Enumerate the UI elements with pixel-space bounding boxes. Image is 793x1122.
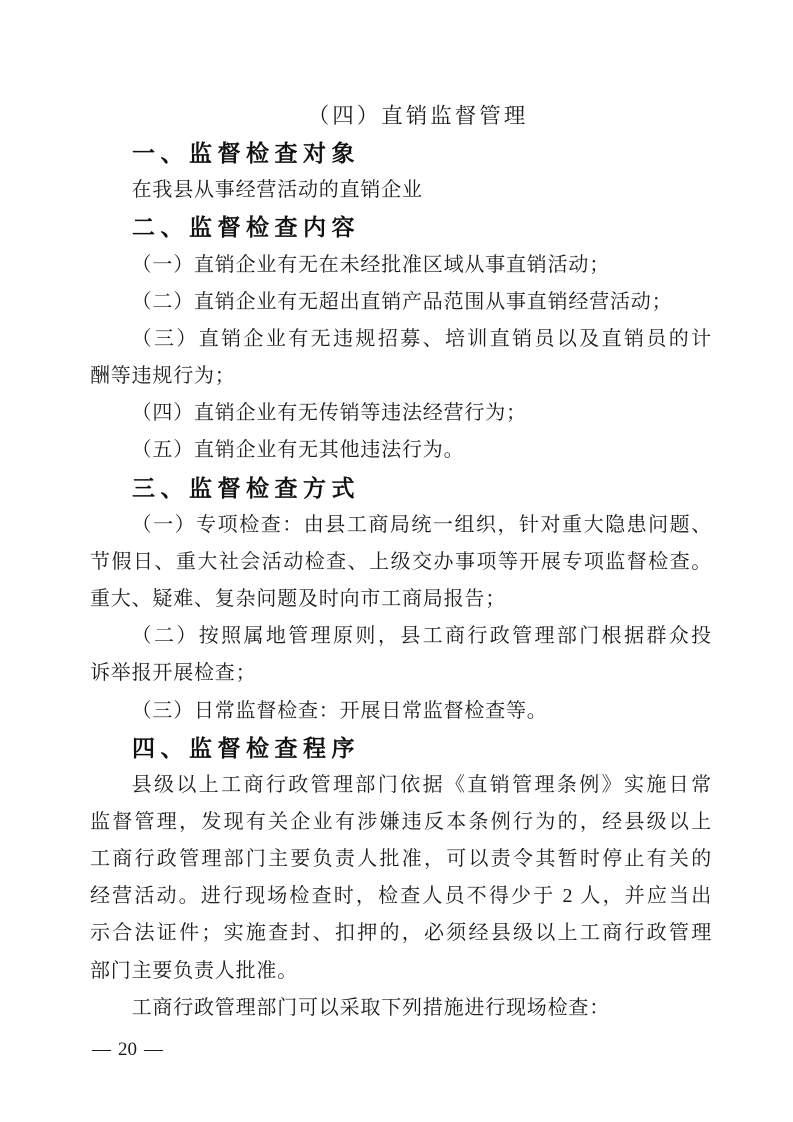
footer-dash-left: — [92,1039,111,1060]
text-line: 部门主要负责人批准。 [90,959,298,982]
text-line: （一）专项检查：由县工商局统一组织，针对重大隐患问题、 [131,513,712,536]
section-heading: 二、监督检查内容 [132,214,360,241]
section-heading: 一、监督检查对象 [132,140,360,167]
text-line: 工商行政管理部门可以采取下列措施进行现场检查： [131,996,610,1019]
text-line: （二）按照属地管理原则，县工商行政管理部门根据群众投 [131,625,712,648]
text-line: （三）直销企业有无违规招募、培训直销员以及直销员的计 [131,327,712,350]
text-line: 示合法证件；实施查封、扣押的，必须经县级以上工商行政管理 [90,922,712,945]
footer-dash-right: — [144,1039,163,1060]
page-number: 20 [118,1039,137,1060]
text-line: （二）直销企业有无超出直销产品范围从事直销经营活动； [131,290,673,313]
text-line: （五）直销企业有无其他违法行为。 [131,439,465,462]
text-line: 酬等违规行为； [90,365,236,388]
text-line: 在我县从事经营活动的直销企业 [131,179,423,202]
document-title: （四）直销监督管理 [307,104,529,128]
text-line: 监督管理，发现有关企业有涉嫌违反本条例行为的，经县级以上 [90,810,712,833]
text-line: 县级以上工商行政管理部门依据《直销管理条例》实施日常 [131,773,712,796]
text-line: （一）直销企业有无在未经批准区域从事直销活动； [131,253,610,276]
text-line: （三）日常监督检查：开展日常监督检查等。 [131,699,548,722]
text-line: 经营活动。进行现场检查时，检查人员不得少于 2 人，并应当出 [90,885,712,908]
page-footer [92,1036,163,1064]
text-line: 节假日、重大社会活动检查、上级交办事项等开展专项监督检查。 [90,550,712,573]
text-line: （四）直销企业有无传销等违法经营行为； [131,402,527,425]
section-heading: 三、监督检查方式 [132,474,360,501]
text-line: 诉举报开展检查； [90,662,257,685]
text-line: 工商行政管理部门主要负责人批准，可以责令其暂时停止有关的 [90,848,712,871]
text-line: 重大、疑难、复杂问题及时向市工商局报告； [90,588,506,611]
document-body [90,98,712,1027]
section-heading: 四、监督检查程序 [132,734,360,761]
